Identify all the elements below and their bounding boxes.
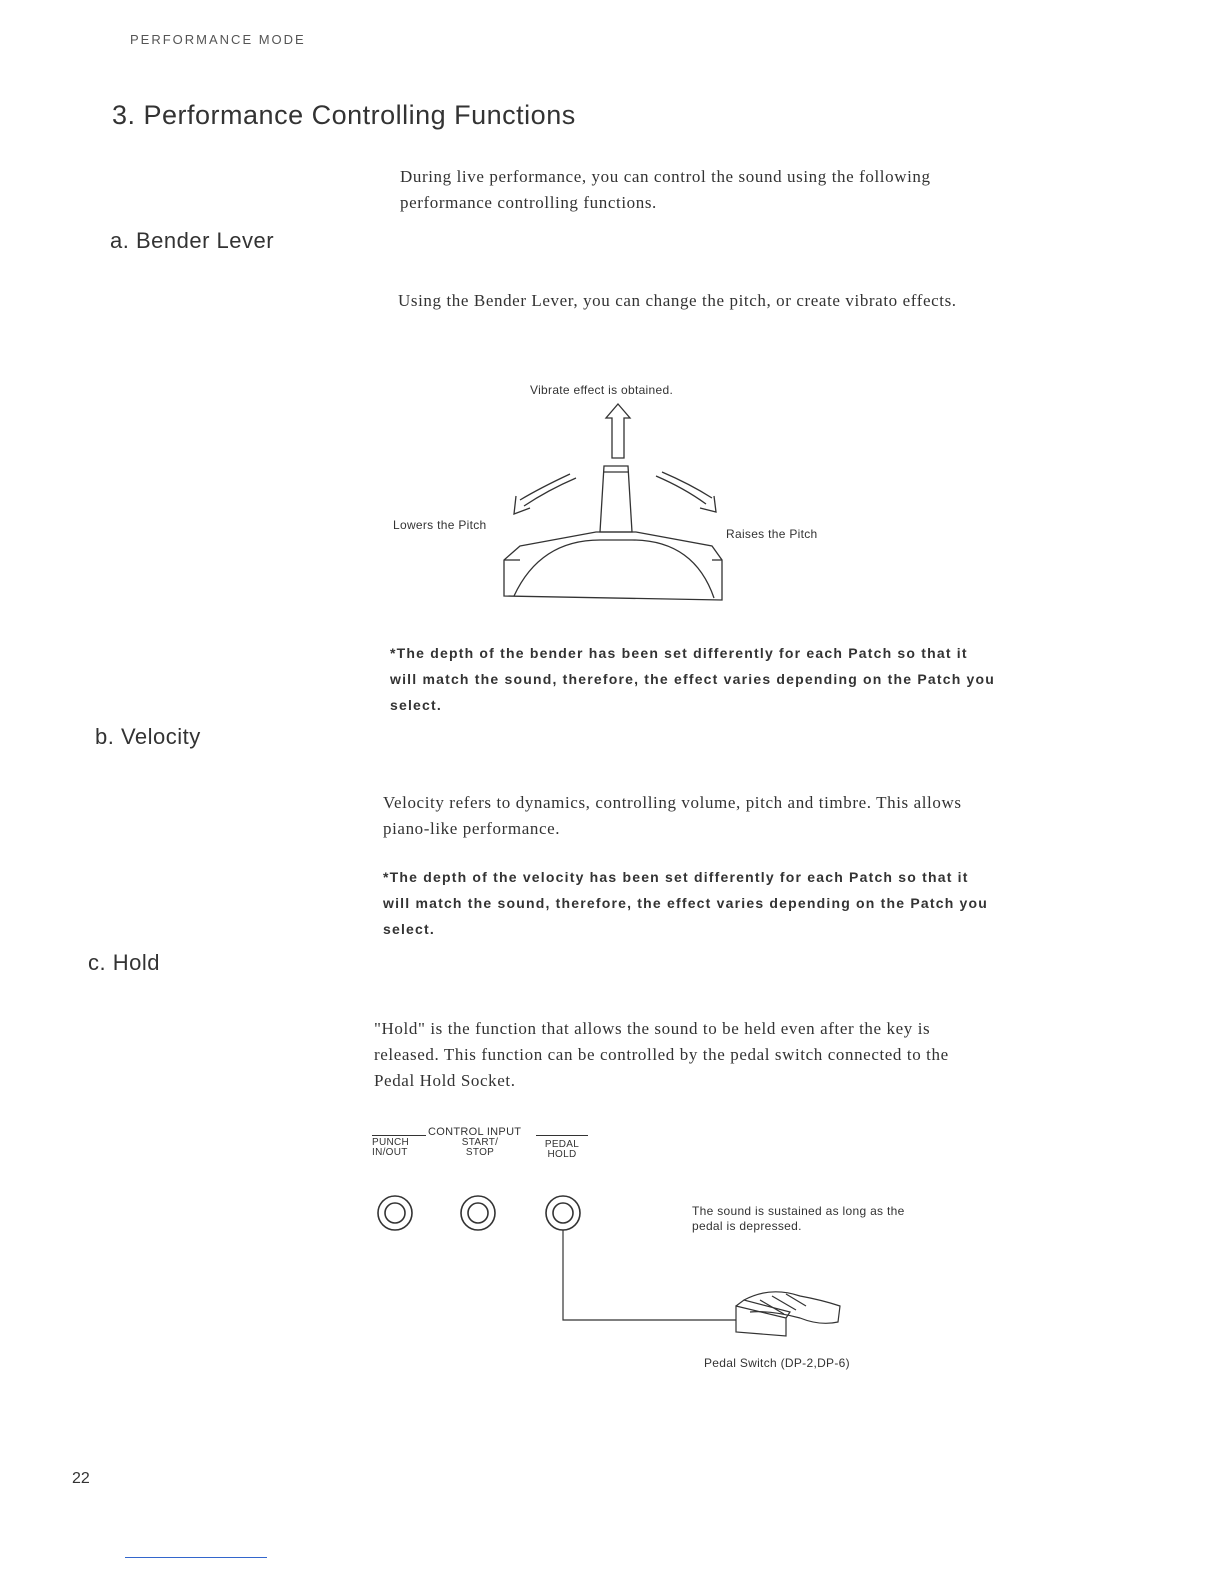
jack-label-pedal-hold: PEDAL HOLD — [544, 1139, 580, 1160]
page-number: 22 — [72, 1470, 90, 1487]
velocity-paragraph: Velocity refers to dynamics, controlling volume, pitch and timbre. This allows piano-like performance. — [383, 793, 962, 838]
intro-paragraph: During live performance, you can control the sound using the following performance controlling functions. — [400, 167, 931, 212]
pedal-switch-icon — [736, 1292, 840, 1336]
raises-pitch-label: Raises the Pitch — [726, 527, 818, 541]
jack-label-punch: PUNCH IN/OUT — [372, 1137, 410, 1158]
running-head: PERFORMANCE MODE — [130, 32, 306, 47]
bender-note: *The depth of the bender has been set differently for each Patch so that it will match the sound, therefore, the effect varies depending on the Patch you select. — [390, 645, 996, 713]
velocity-note: *The depth of the velocity has been set differently for each Patch so that it will match the sound, therefore, the effect varies depending on the Patch you select. — [383, 869, 989, 937]
bender-heading: a. Bender Lever — [110, 228, 275, 253]
bender-paragraph: Using the Bender Lever, you can change the pitch, or create vibrato effects. — [398, 291, 957, 310]
control-input-label: CONTROL INPUT — [428, 1126, 522, 1138]
sustain-note: The sound is sustained as long as the pedal is depressed. — [692, 1204, 905, 1233]
jack-punch-icon — [378, 1196, 412, 1230]
hold-paragraph: "Hold" is the function that allows the sound to be held even after the key is released. This function can be controlled by the pedal switch connected to the Pedal Hold Socket. — [374, 1019, 949, 1090]
jack-pedal-hold-icon — [546, 1196, 580, 1230]
jack-start-stop-icon — [461, 1196, 495, 1230]
pedal-cable — [563, 1230, 736, 1320]
pedal-switch-caption: Pedal Switch (DP-2,DP-6) — [704, 1356, 850, 1370]
page-title: 3. Performance Controlling Functions — [112, 100, 576, 130]
hold-heading: c. Hold — [88, 950, 160, 975]
lowers-pitch-label: Lowers the Pitch — [393, 518, 487, 532]
vibrate-label: Vibrate effect is obtained. — [530, 383, 674, 397]
footer-rule — [125, 1557, 267, 1558]
jack-label-start-stop: START/ STOP — [461, 1137, 499, 1158]
velocity-heading: b. Velocity — [95, 724, 201, 749]
